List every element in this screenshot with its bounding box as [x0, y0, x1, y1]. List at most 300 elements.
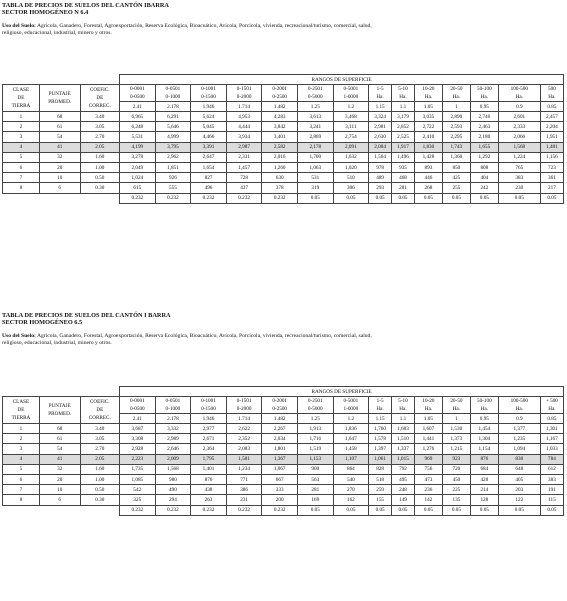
clase-cell: 2: [3, 122, 40, 132]
table-row: [3, 464, 564, 474]
clase-cell: 1: [3, 424, 40, 434]
price-cell: 1,301: [540, 424, 563, 434]
price-cell: 3,308: [120, 434, 156, 444]
range-header-line: 0-2001: [272, 86, 288, 92]
price-cell: 3,324: [369, 112, 392, 122]
range-header-line: 5-10: [398, 86, 408, 92]
range-header-line: Ha.: [376, 94, 384, 100]
factor-cell: 0.85: [540, 414, 563, 424]
land-use-text-1: Agrícola, Ganadero, Forestal, Agroexportación, Reserva Ecológica, Bioacuático, Avícola, Porcícola, vivienda, recreacional/turismo, comercial, salud,: [35, 332, 372, 339]
price-cell: 1,917: [392, 142, 415, 152]
price-cell: 1,458: [333, 444, 369, 454]
footer-cell: 0.232: [155, 505, 191, 515]
price-cell: 1,716: [297, 434, 333, 444]
footer-cell: 0.05: [442, 193, 470, 203]
range-header: [333, 397, 369, 414]
range-header: [226, 85, 262, 102]
price-cell: 115: [540, 495, 563, 505]
price-cell: 2,066: [498, 132, 540, 142]
price-cell: 1,337: [392, 444, 415, 454]
range-header-line: 1-0000: [343, 94, 359, 100]
price-cell: 2,364: [191, 444, 227, 454]
range-header-line: 500: [548, 86, 556, 92]
price-cell: 2,869: [297, 132, 333, 142]
factor-cell: 1.946: [191, 102, 227, 112]
price-cell: 4,953: [226, 112, 262, 122]
footer-cell: 0.05: [498, 505, 540, 515]
range-header: [297, 397, 333, 414]
table-row: [3, 173, 564, 183]
table-row: [3, 485, 564, 495]
price-cell: 214: [470, 485, 498, 495]
clase-cell: 8: [3, 495, 40, 505]
price-cell: 771: [226, 474, 262, 484]
price-cell: 1,367: [262, 454, 298, 464]
blank-cell: [3, 387, 120, 397]
range-header-line: 0-0500: [129, 94, 145, 100]
table-row: [3, 122, 564, 132]
range-header-line: Ha.: [399, 94, 407, 100]
price-cell: 2,016: [262, 152, 298, 162]
range-header-line: Ha.: [515, 406, 523, 412]
footer-cell: 0.05: [297, 505, 333, 515]
price-cell: 294: [155, 495, 191, 505]
price-cell: 2,890: [442, 112, 470, 122]
range-header-line: 0-5001: [343, 86, 359, 92]
range-header: [155, 397, 191, 414]
price-cell: 2,457: [540, 112, 563, 122]
price-cell: 2,410: [414, 132, 442, 142]
price-cell: 1,276: [414, 444, 442, 454]
puntaje-cell: 6: [39, 495, 80, 505]
price-table: [2, 74, 564, 204]
price-cell: 723: [540, 162, 563, 172]
price-cell: 1,441: [414, 434, 442, 444]
price-cell: 1,033: [540, 444, 563, 454]
price-cell: 383: [540, 474, 563, 484]
price-cell: 1,519: [297, 444, 333, 454]
price-cell: 2,622: [226, 424, 262, 434]
price-cell: 2,525: [392, 132, 415, 142]
section-title: [2, 312, 564, 327]
price-cell: 2,671: [191, 434, 227, 444]
price-cell: 1,830: [414, 142, 442, 152]
range-header-line: Ha.: [548, 406, 556, 412]
range-header-line: 50-100: [476, 398, 492, 404]
price-cell: 518: [369, 474, 392, 484]
price-cell: 2,646: [155, 444, 191, 454]
range-header-line: 1-0000: [343, 406, 359, 412]
coefic-header-line: DE: [96, 407, 104, 413]
price-cell: 765: [498, 162, 540, 172]
coefic-header-line: COEFIC.: [89, 399, 110, 405]
price-cell: 978: [369, 162, 392, 172]
price-cell: 864: [333, 464, 369, 474]
price-cell: 510: [333, 173, 369, 183]
price-cell: 1,795: [191, 454, 227, 464]
price-cell: 2,331: [226, 152, 262, 162]
clase-cell: 5: [3, 464, 40, 474]
footer-cell: 0.232: [262, 505, 298, 515]
factor-cell: 2.178: [155, 414, 191, 424]
price-cell: 850: [442, 162, 470, 172]
puntaje-header: [39, 397, 80, 424]
section-title: [2, 2, 564, 17]
price-cell: 1,655: [470, 142, 498, 152]
price-cell: 969: [414, 454, 442, 464]
price-cell: 3,687: [120, 424, 156, 434]
factor-cell: 1.15: [369, 414, 392, 424]
price-cell: 2,178: [297, 142, 333, 152]
coef-cell: 1.60: [80, 152, 119, 162]
factor-cell: 1.25: [297, 102, 333, 112]
price-cell: 1,215: [442, 444, 470, 454]
price-cell: 5,531: [120, 132, 156, 142]
price-cell: 4,444: [226, 122, 262, 132]
coefic-header-line: COEFIC.: [89, 87, 110, 93]
clase-cell: 7: [3, 173, 40, 183]
price-cell: 808: [470, 162, 498, 172]
footer-cell: 0.05: [369, 505, 392, 515]
price-cell: 2,223: [120, 454, 156, 464]
factor-cell: 1.946: [191, 414, 227, 424]
table-row: [3, 495, 564, 505]
price-cell: 2,180: [470, 132, 498, 142]
price-cell: 1,743: [442, 142, 470, 152]
clase-header-line: TIERRA: [11, 103, 31, 109]
price-cell: 2,989: [155, 434, 191, 444]
land-use-text-1: Agrícola, Ganadero, Forestal, Agroexportación, Reserva Ecológica, Bioacuático, Avícola, Porcícola, vivienda, recreacional/turismo, comercial, salud,: [35, 22, 372, 29]
factor-cell: 1.1: [392, 102, 415, 112]
price-cell: 1,568: [155, 464, 191, 474]
price-cell: 2,582: [262, 142, 298, 152]
range-header-line: 1-5: [376, 86, 384, 92]
clase-cell: 6: [3, 162, 40, 172]
range-header-line: 0-0500: [129, 406, 145, 412]
range-header-line: 10-20: [422, 86, 435, 92]
factor-cell: 1: [442, 102, 470, 112]
range-header-line: 0-0501: [165, 86, 181, 92]
footer-cell: 0.05: [333, 193, 369, 203]
price-cell: 615: [120, 183, 156, 193]
coefic-header-line: CORREC.: [88, 415, 111, 421]
range-header: [442, 397, 470, 414]
price-cell: 1,063: [297, 162, 333, 172]
price-cell: 1,654: [191, 162, 227, 172]
price-cell: 3,934: [226, 132, 262, 142]
clase-header-line: DE: [17, 407, 25, 413]
footer-cell: 0.232: [155, 193, 191, 203]
price-cell: 630: [262, 173, 298, 183]
price-cell: 4,199: [120, 142, 156, 152]
price-cell: 2,267: [262, 424, 298, 434]
puntaje-cell: 54: [39, 444, 80, 454]
title-line-1: TABLA DE PRECIOS DE SUELOS DEL CANTÓN I BARRA: [2, 312, 171, 319]
price-cell: 169: [297, 495, 333, 505]
range-header: [369, 85, 392, 102]
clase-cell: 7: [3, 485, 40, 495]
clase-header-line: TIERRA: [11, 415, 31, 421]
clase-header-line: CLASE: [12, 87, 30, 93]
price-cell: 438: [191, 485, 227, 495]
price-cell: 446: [414, 173, 442, 183]
land-use-description: [2, 333, 564, 347]
factor-cell: 1.1: [392, 414, 415, 424]
range-header-line: 0-1500: [201, 406, 216, 412]
range-header-line: 0-1501: [236, 86, 252, 92]
clase-cell: 5: [3, 152, 40, 162]
footer-cell: 0.05: [540, 505, 563, 515]
puntaje-cell: 20: [39, 162, 80, 172]
price-cell: 404: [470, 173, 498, 183]
price-cell: 1,373: [442, 434, 470, 444]
coef-cell: 3.40: [80, 112, 119, 122]
price-cell: 2,352: [226, 434, 262, 444]
puntaje-header-line: PROMED.: [48, 411, 72, 417]
range-header-line: 100-500: [510, 86, 528, 92]
range-header-line: 20-50: [450, 398, 463, 404]
price-cell: 2,962: [155, 152, 191, 162]
land-use-text-2: religioso, educacional, industrial, minero y otros.: [2, 339, 112, 346]
price-cell: 1,377: [498, 424, 540, 434]
coef-cell: 0.30: [80, 495, 119, 505]
price-cell: 1,156: [540, 152, 563, 162]
price-cell: 1,496: [392, 152, 415, 162]
price-cell: 191: [540, 485, 563, 495]
range-header-line: 0-2501: [307, 86, 323, 92]
table-row: [3, 424, 564, 434]
factor-cell: 0.85: [540, 102, 563, 112]
title-line-1: TABLA DE PRECIOS DE SUELOS DEL CANTÓN IBARRA: [2, 2, 169, 9]
range-title: RANGOS DE SUPERFICIE: [120, 387, 564, 397]
price-cell: 1,683: [392, 424, 415, 434]
range-header-line: Ha.: [399, 406, 407, 412]
range-header-line: Ha.: [480, 406, 489, 412]
range-header: [191, 85, 227, 102]
price-cell: 2,722: [414, 122, 442, 132]
price-cell: 827: [191, 173, 227, 183]
price-cell: 437: [226, 183, 262, 193]
price-cell: 1,107: [333, 454, 369, 464]
price-cell: 428: [470, 474, 498, 484]
factor-cell: 1.714: [226, 102, 262, 112]
price-cell: 1,234: [226, 464, 262, 474]
price-cell: 378: [262, 183, 298, 193]
price-cell: 728: [226, 173, 262, 183]
price-cell: 1,224: [498, 152, 540, 162]
range-header: [470, 397, 498, 414]
range-header-line: 10-20: [422, 398, 435, 404]
coefic-header: [80, 397, 119, 424]
range-header-line: 0-5000: [307, 406, 323, 412]
price-cell: 980: [155, 474, 191, 484]
range-header-line: Ha.: [424, 94, 433, 100]
footer-cell: 0.05: [369, 193, 392, 203]
price-cell: 2,981: [369, 122, 392, 132]
price-cell: 1,020: [333, 162, 369, 172]
price-cell: 2,034: [262, 434, 298, 444]
price-cell: 784: [540, 454, 563, 464]
factor-cell: 1: [442, 414, 470, 424]
price-cell: 425: [442, 173, 470, 183]
footer-cell: 0.05: [392, 505, 415, 515]
price-cell: 648: [498, 464, 540, 474]
price-cell: 3,401: [262, 132, 298, 142]
price-cell: 268: [414, 183, 442, 193]
price-cell: 1,530: [442, 424, 470, 434]
factor-cell: 0.9: [498, 414, 540, 424]
puntaje-cell: 10: [39, 485, 80, 495]
price-cell: 4,466: [191, 132, 227, 142]
footer-cell: 0.05: [414, 505, 442, 515]
price-cell: 473: [414, 474, 442, 484]
table-row: [3, 444, 564, 454]
price-grid: [2, 386, 564, 516]
price-cell: 1,024: [120, 173, 156, 183]
price-cell: 5,045: [191, 122, 227, 132]
range-header-line: 0-2500: [272, 94, 288, 100]
clase-cell: 6: [3, 474, 40, 484]
price-cell: 2,463: [470, 122, 498, 132]
price-cell: 319: [297, 183, 333, 193]
range-header-line: 50-100: [476, 86, 492, 92]
puntaje-header-line: PUNTAJE: [48, 91, 71, 97]
coef-cell: 2.70: [80, 444, 119, 454]
clase-cell: 2: [3, 434, 40, 444]
price-cell: 128: [470, 495, 498, 505]
range-header-line: 5-10: [398, 398, 408, 404]
price-cell: 5,624: [191, 112, 227, 122]
range-header: [498, 397, 540, 414]
factor-cell: 1.2: [333, 102, 369, 112]
price-cell: 1,454: [470, 424, 498, 434]
land-use-label: Uso del Suelo:: [2, 332, 36, 339]
puntaje-cell: 61: [39, 434, 80, 444]
price-cell: 450: [442, 474, 470, 484]
price-cell: 720: [442, 464, 470, 474]
price-cell: 1,061: [369, 454, 392, 464]
price-cell: 383: [498, 173, 540, 183]
price-cell: 563: [297, 474, 333, 484]
price-cell: 4,283: [262, 112, 298, 122]
price-cell: 667: [262, 474, 298, 484]
price-cell: 935: [392, 162, 415, 172]
price-cell: 2,928: [120, 444, 156, 454]
price-cell: 2,004: [369, 142, 392, 152]
price-cell: 236: [414, 485, 442, 495]
price-cell: 1,851: [155, 162, 191, 172]
puntaje-cell: 32: [39, 464, 80, 474]
price-cell: 1,428: [414, 152, 442, 162]
coefic-header-line: DE: [96, 95, 104, 101]
footer-cell: 0.232: [226, 505, 262, 515]
land-use-label: Uso del Suelo:: [2, 22, 36, 29]
price-cell: 270: [333, 485, 369, 495]
price-cell: 1,401: [191, 464, 227, 474]
price-cell: 495: [392, 474, 415, 484]
price-cell: 4,999: [155, 132, 191, 142]
puntaje-header-line: PUNTAJE: [48, 403, 71, 409]
table-row: [3, 183, 564, 193]
table-row: [3, 142, 564, 152]
price-cell: 281: [297, 485, 333, 495]
coef-cell: 0.50: [80, 173, 119, 183]
price-cell: 1,360: [442, 152, 470, 162]
price-cell: 5,646: [155, 122, 191, 132]
price-cell: 231: [226, 495, 262, 505]
coef-cell: 1.00: [80, 162, 119, 172]
range-header-line: 0-1500: [201, 94, 216, 100]
price-cell: 830: [498, 454, 540, 464]
blank-cell: [3, 75, 120, 85]
puntaje-cell: 32: [39, 152, 80, 162]
factor-cell: 1.482: [262, 102, 298, 112]
price-cell: 1,154: [470, 444, 498, 454]
price-cell: 900: [297, 464, 333, 474]
clase-cell: 3: [3, 444, 40, 454]
factor-cell: 0.9: [498, 102, 540, 112]
price-cell: 612: [540, 464, 563, 474]
price-cell: 259: [369, 485, 392, 495]
price-cell: 3,391: [191, 142, 227, 152]
range-header: [191, 397, 227, 414]
range-header-line: 0-2501: [307, 398, 323, 404]
price-cell: 468: [392, 173, 415, 183]
price-cell: 1,564: [369, 152, 392, 162]
clase-header: [3, 85, 40, 112]
range-header-line: Ha.: [452, 406, 461, 412]
range-header: [262, 397, 298, 414]
factor-cell: 1.714: [226, 414, 262, 424]
range-title: RANGOS DE SUPERFICIE: [120, 75, 564, 85]
factor-cell: 1.15: [369, 102, 392, 112]
coef-cell: 3.05: [80, 434, 119, 444]
price-cell: 1,801: [262, 444, 298, 454]
clase-header-line: DE: [17, 95, 25, 101]
clase-cell: 3: [3, 132, 40, 142]
price-cell: 255: [442, 183, 470, 193]
price-cell: 1,260: [262, 162, 298, 172]
price-cell: 2,601: [498, 112, 540, 122]
price-cell: 1,304: [470, 434, 498, 444]
price-cell: 1,457: [226, 162, 262, 172]
footer-cell: 0.232: [120, 193, 156, 203]
price-cell: 3,795: [155, 142, 191, 152]
price-cell: 306: [333, 183, 369, 193]
range-header-line: 0-1501: [236, 398, 252, 404]
price-cell: 2,009: [155, 454, 191, 464]
price-cell: 122: [498, 495, 540, 505]
table-row: [3, 132, 564, 142]
price-cell: 2,647: [191, 152, 227, 162]
blank-cell: [3, 505, 120, 515]
range-header-line: 0-1000: [165, 94, 181, 100]
factor-cell: 1.482: [262, 414, 298, 424]
coef-cell: 1.60: [80, 464, 119, 474]
price-cell: 248: [392, 485, 415, 495]
price-cell: 489: [369, 173, 392, 183]
price-cell: 1,015: [392, 454, 415, 464]
price-cell: 263: [191, 495, 227, 505]
range-header: [392, 397, 415, 414]
coef-cell: 2.70: [80, 132, 119, 142]
price-cell: 3,241: [297, 122, 333, 132]
price-cell: 6,291: [155, 112, 191, 122]
price-cell: 1,578: [369, 434, 392, 444]
price-cell: 2,333: [498, 122, 540, 132]
price-cell: 2,630: [369, 132, 392, 142]
price-cell: 361: [540, 173, 563, 183]
